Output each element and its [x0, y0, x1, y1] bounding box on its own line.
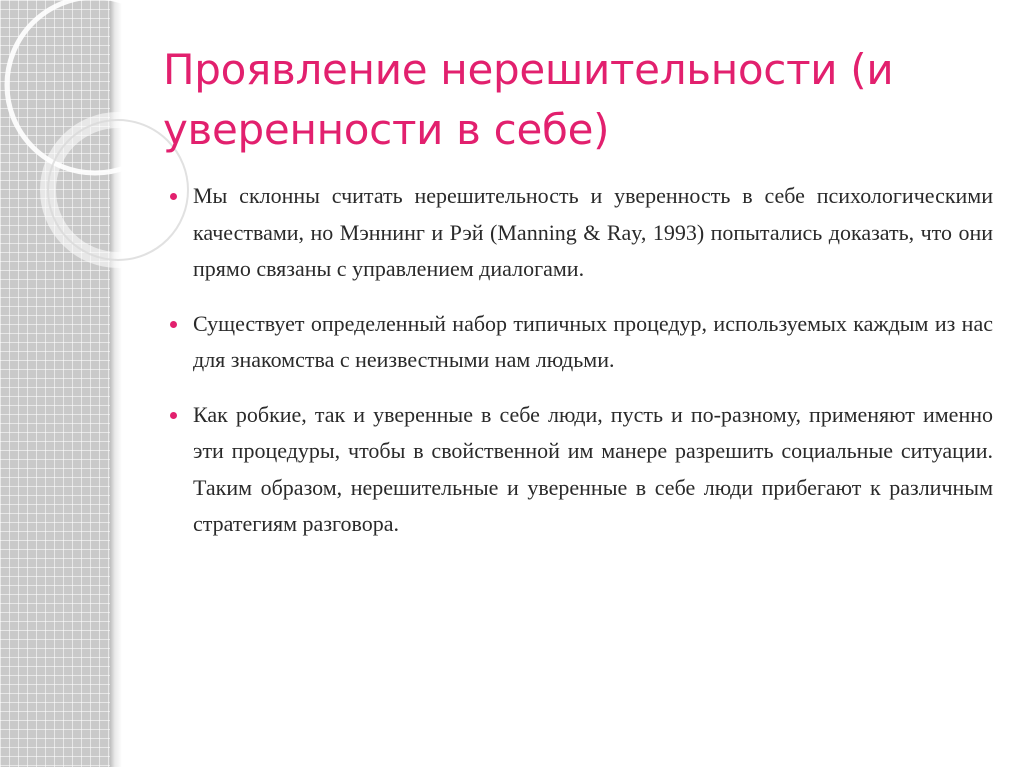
bullet-dot-icon — [170, 412, 177, 419]
bullet-text: Как робкие, так и уверенные в себе люди, пусть и по-разному, применяют именно эти процедуры, чтобы в свойственной им манере разрешить социальные ситуации. Таким образом, нерешительные и уверенные в себе люди прибегают к различным стратегиям разговора. — [193, 401, 993, 536]
bullet-text: Мы склонны считать нерешительность и уверенность в себе психологическими качествами, но Мэннинг и Рэй (Manning & Ray, 1993) попытались доказать, что они прямо связаны с управлением диалогами. — [193, 183, 993, 281]
bullet-text: Существует определенный набор типичных процедур, используемых каждым из нас для знакомства с неизвестными нам людьми. — [193, 310, 993, 372]
bullet-dot-icon — [170, 193, 177, 200]
bullet-dot-icon — [170, 321, 177, 328]
slide-title: Проявление нерешительности (и уверенности в себе) — [163, 45, 894, 154]
bullet-item — [170, 306, 993, 379]
bullet-item — [170, 397, 993, 543]
bullet-list — [170, 178, 993, 561]
bullet-item — [170, 178, 993, 288]
